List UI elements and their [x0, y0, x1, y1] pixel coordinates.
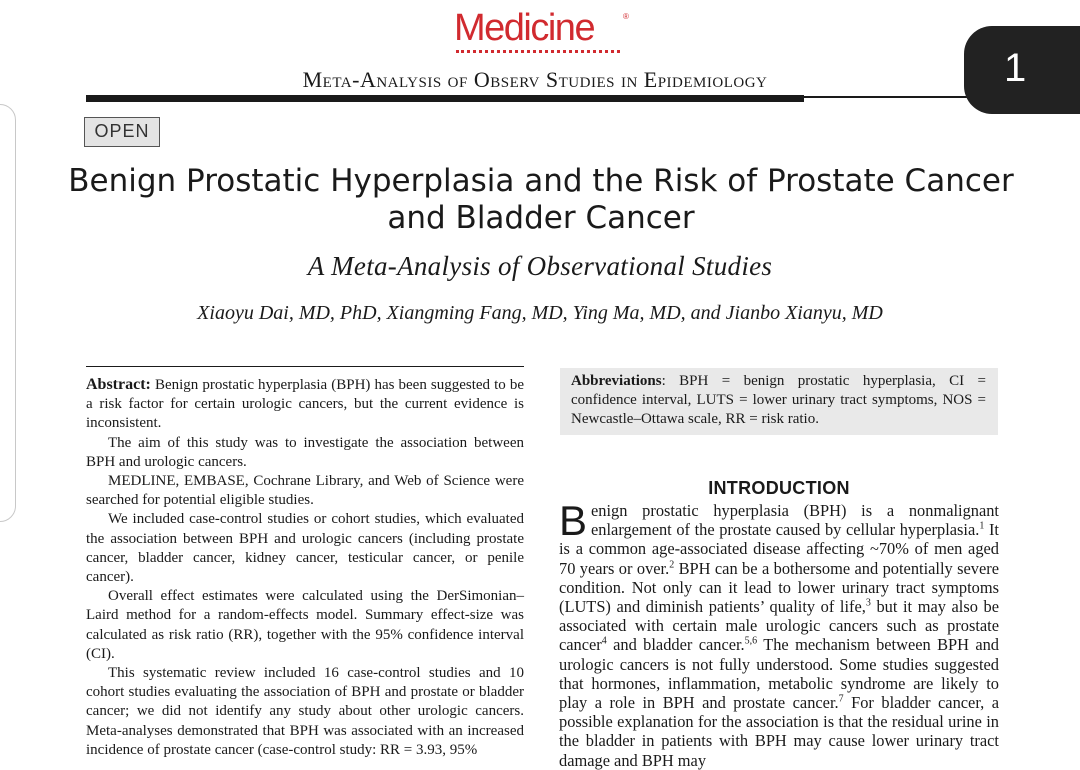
- article-subtitle: A Meta-Analysis of Observational Studies: [307, 251, 773, 281]
- citation-ref[interactable]: 7: [838, 693, 844, 705]
- citation-ref[interactable]: 2: [669, 559, 675, 571]
- abstract-paragraph: Overall effect estimates were calculated using the DerSimonian–Laird method for a random-effects model. Summary effect-size was calculated as risk ratio (RR), together with the 95% confidence interval (CI).: [86, 588, 524, 662]
- abstract-paragraph: MEDLINE, EMBASE, Cochrane Library, and Web of Science were searched for potential eligible studies.: [86, 473, 524, 509]
- introduction-heading: INTRODUCTION: [708, 478, 850, 498]
- abstract-text: Benign prostatic hyperplasia (BPH) has been suggested to be a risk factor for certain urologic cancers, but the current evidence is inconsistent.: [86, 377, 524, 432]
- introduction-body: [559, 497, 999, 770]
- abbreviations-label: Abbreviations: [571, 373, 662, 389]
- article-title: Benign Prostatic Hyperplasia and the Risk of Prostate Cancer and Bladder Cancer: [68, 163, 1014, 236]
- intro-text: The mechanism between BPH and urologic cancers is not fully understood. Some studies suggested that hormones, inflammation, metabolic syndrome are likely to play a role in BPH and prostate cancer.: [559, 635, 999, 713]
- header-rule-thick: [86, 95, 804, 102]
- author-list: Xiaoyu Dai, MD, PhD, Xiangming Fang, MD, Ying Ma, MD, and Jianbo Xianyu, MD: [197, 302, 883, 324]
- abstract-paragraph: This systematic review included 16 case-control studies and 10 cohort studies evaluating the association of BPH and prostate or bladder cancer; we did not identify any study about other urologic cancers. Meta-analyses demonstrated that BPH was associated with an increased incidence of prostate cancer (case-control study: RR = 3.93, 95%: [86, 665, 524, 758]
- page-number: 1: [1004, 46, 1027, 90]
- abstract-paragraph: The aim of this study was to investigate the association between BPH and urologic cancers.: [86, 434, 524, 470]
- drop-cap: B: [559, 497, 588, 544]
- logo-text: Medicine: [454, 7, 595, 49]
- intro-text: It is a common age-associated disease affecting ~70% of men aged 70 years or over.: [559, 520, 999, 578]
- section-title: Meta-Analysis of Observ Studies in Epidemiology: [302, 67, 768, 92]
- intro-text: enign prostatic hyperplasia (BPH) is a nonmalignant enlargement of the prostate caused by cellular hyperplasia.: [591, 501, 999, 540]
- journal-logo: [454, 6, 634, 58]
- abstract-label: Abstract:: [86, 376, 151, 393]
- intro-text: but it may also be associated with certain male urologic cancers such as prostate cancer: [559, 597, 999, 655]
- abstract-paragraph: We included case-control studies or cohort studies, which evaluated the association between BPH and urologic cancers (including prostate cancer, bladder cancer, kidney cancer, testicular cancer, or penile cancer).: [86, 511, 524, 586]
- citation-ref[interactable]: 1: [979, 520, 985, 532]
- abstract: [86, 375, 524, 760]
- intro-text: and bladder cancer.: [606, 635, 745, 655]
- logo-dotted-underline: [456, 50, 620, 53]
- abbreviations-text: : BPH = benign prostatic hyperplasia, CI = confidence interval, LUTS = lower urinary tract symptoms, NOS = Newcastle–Ottawa scale, RR = risk ratio.: [571, 373, 986, 428]
- citation-ref[interactable]: 5,6: [744, 635, 758, 647]
- citation-ref[interactable]: 4: [601, 635, 607, 647]
- intro-text: For bladder cancer, a possible explanation for the association is that the residual urine in the bladder in patients with BPH may cause lower urinary tract damage and BPH may: [559, 693, 999, 770]
- abstract-rule: [86, 366, 524, 367]
- abbreviations-box: [560, 368, 998, 435]
- open-access-badge: OPEN: [84, 117, 160, 147]
- page-number-badge: [964, 26, 1080, 114]
- abstract-paragraph: [86, 375, 524, 434]
- registered-mark: ®: [623, 12, 629, 21]
- citation-ref[interactable]: 3: [865, 597, 871, 609]
- intro-text: BPH can be a bothersome and potentially severe condition. Not only can it lead to lower urinary tract symptoms (LUTS) and diminish patients’ quality of life,: [559, 558, 999, 617]
